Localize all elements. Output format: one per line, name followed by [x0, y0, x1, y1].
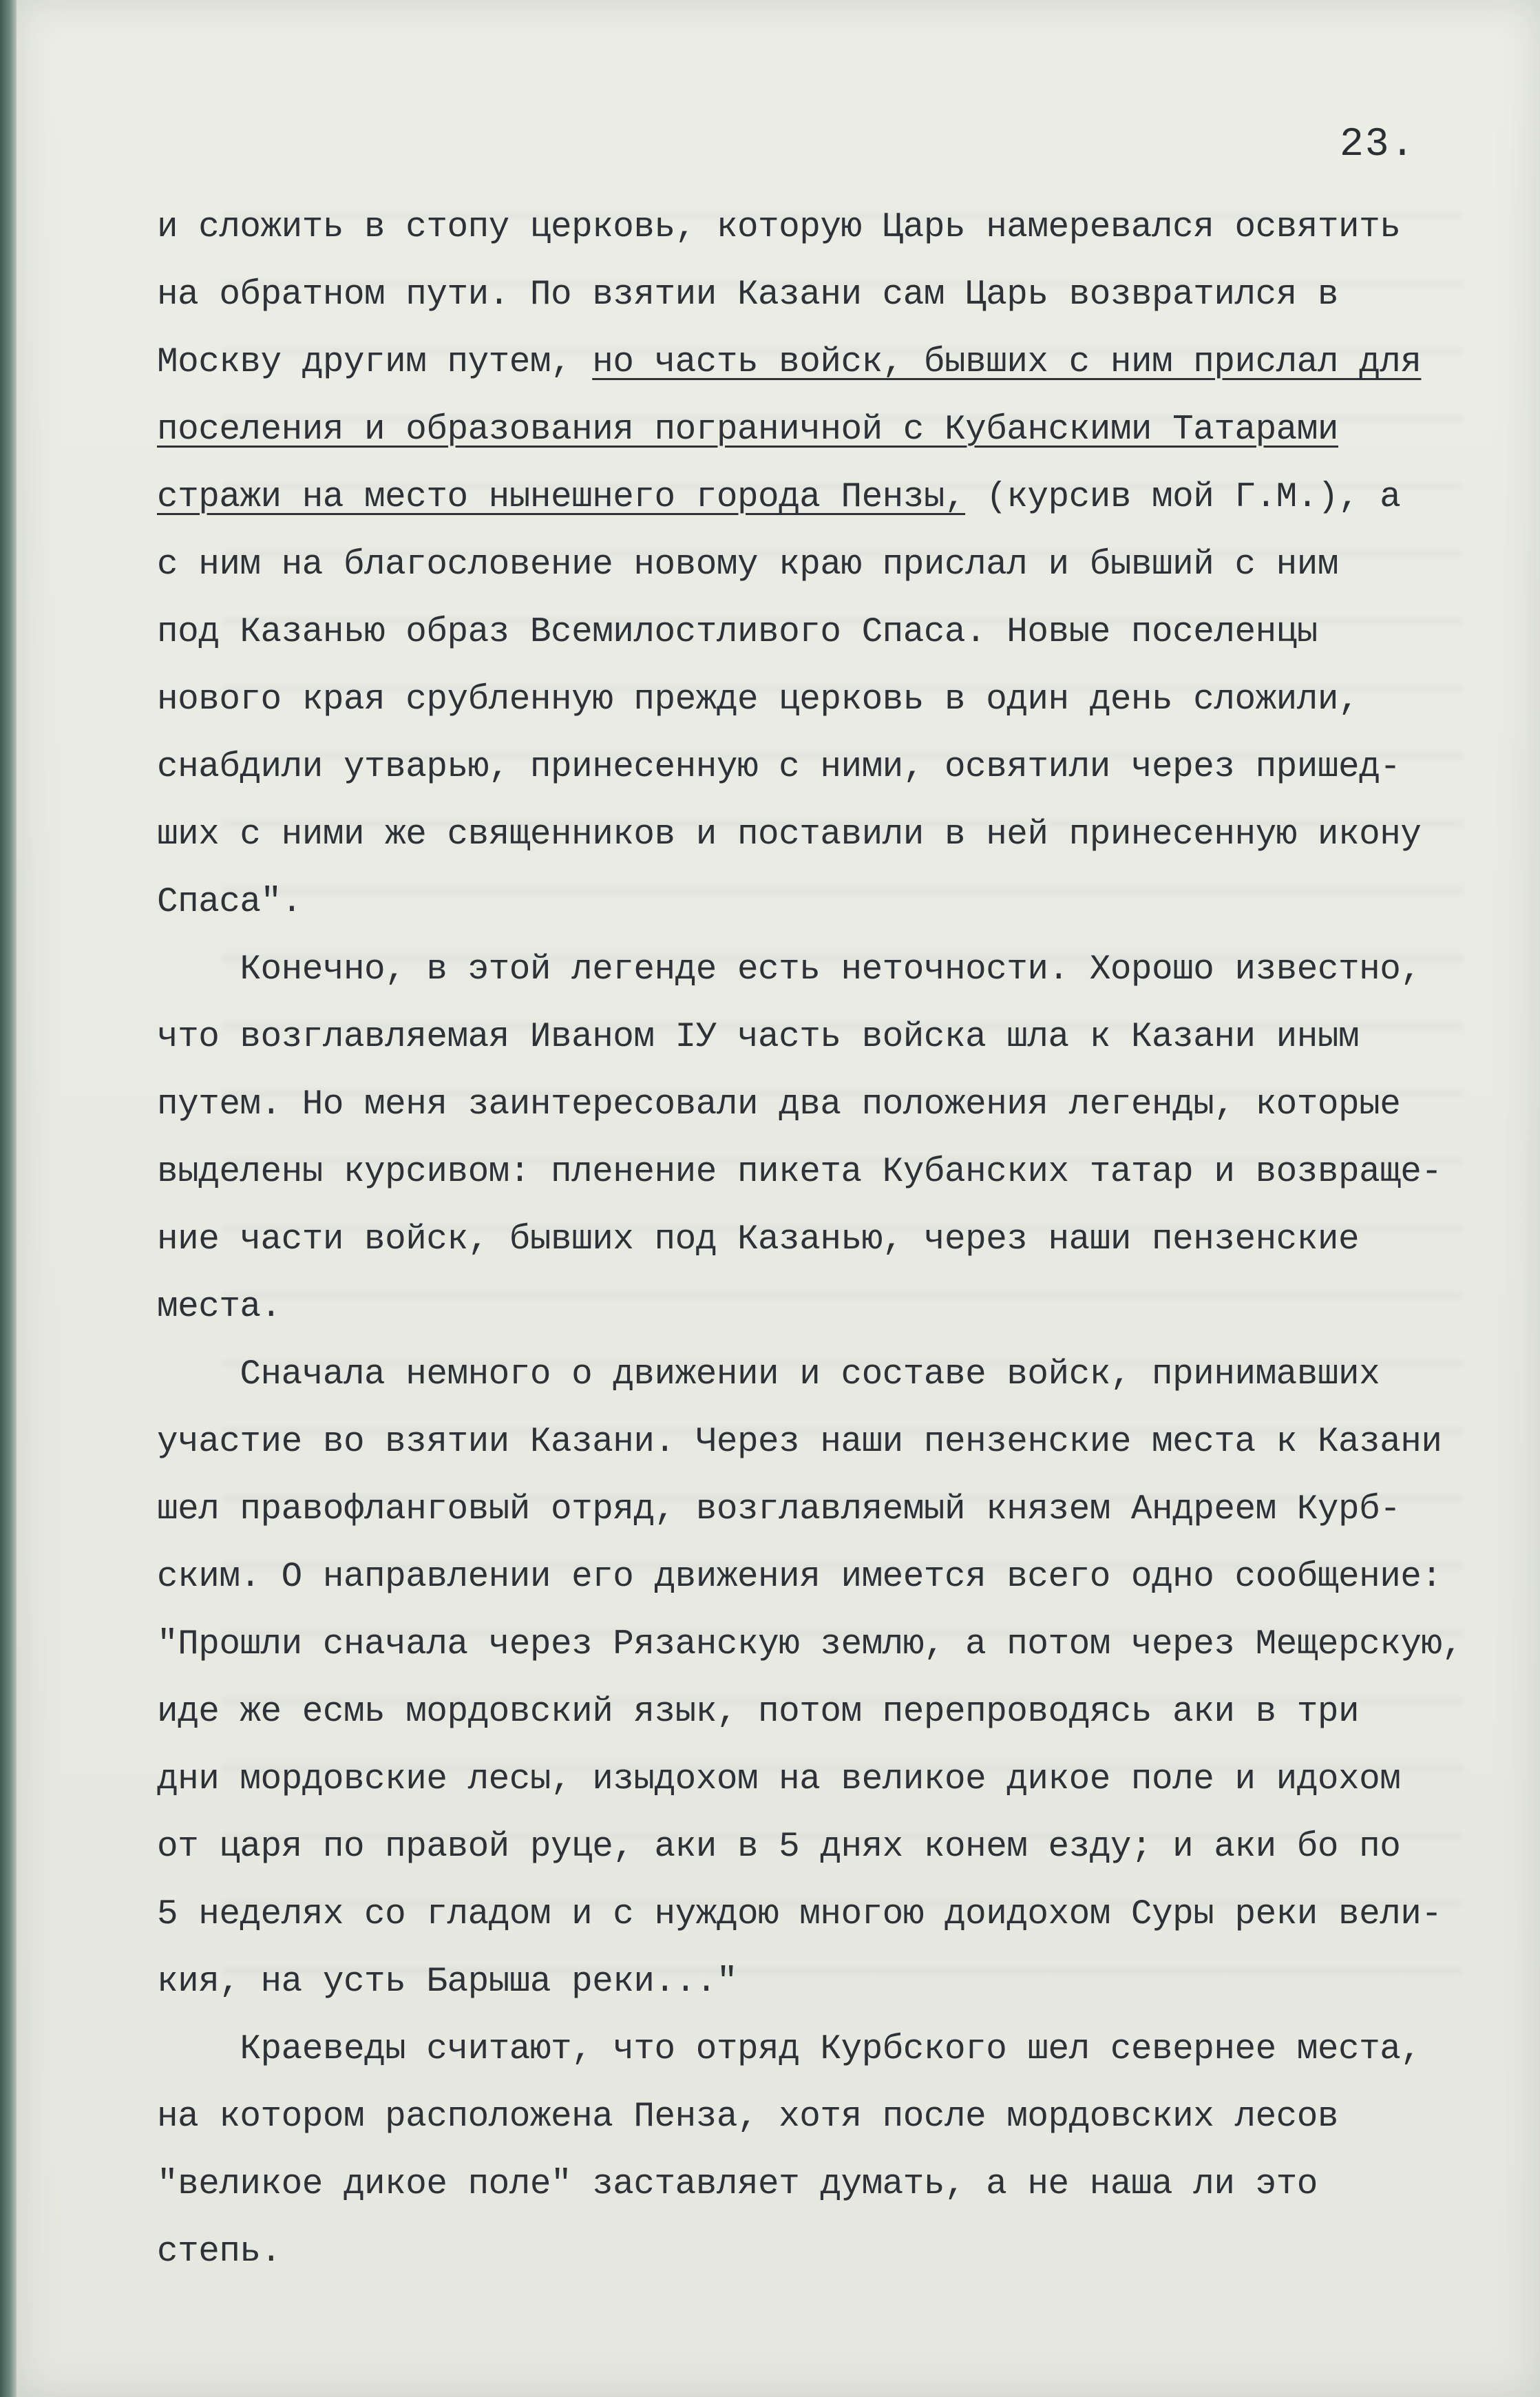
text-line	[157, 1206, 1513, 1274]
text-segment: снабдили утварью, принесенную с ними, освятили через пришед-	[157, 748, 1401, 787]
text-line	[157, 2016, 1513, 2084]
text-line	[157, 1071, 1513, 1139]
text-segment: Конечно, в этой легенде есть неточности. Хорошо известно,	[157, 950, 1422, 990]
text-segment: на обратном пути. По взятии Казани сам Царь возвратился в	[157, 275, 1338, 315]
document-page	[17, 0, 1540, 2397]
text-segment: Москву другим путем,	[157, 343, 593, 382]
text-segment: с ним на благословение новому краю прислал и бывший с ним	[157, 545, 1338, 585]
text-segment: (курсив мой Г.М.), а	[965, 478, 1401, 517]
text-line	[157, 262, 1513, 329]
text-line	[157, 1746, 1513, 1814]
text-segment: Краеведы считают, что отряд Курбского шел севернее места,	[157, 2030, 1422, 2069]
text-segment: Сначала немного о движении и составе войск, принимавших	[157, 1355, 1380, 1394]
text-line	[157, 194, 1513, 262]
text-line	[157, 1544, 1513, 1611]
text-segment: ние части войск, бывших под Казанью, через наши пензенские	[157, 1220, 1360, 1259]
text-line	[157, 1341, 1513, 1409]
text-segment: места.	[157, 1288, 282, 1327]
text-line	[157, 1611, 1513, 1679]
text-line	[157, 599, 1513, 667]
text-line	[157, 1814, 1513, 1881]
text-line	[157, 734, 1513, 802]
text-segment: шел правофланговый отряд, возглавляемый князем Андреем Курб-	[157, 1490, 1401, 1529]
text-line	[157, 936, 1513, 1004]
text-segment: степь.	[157, 2232, 282, 2272]
text-segment: ским. О направлении его движения имеется всего одно сообщение:	[157, 1558, 1442, 1597]
text-line	[157, 329, 1513, 397]
text-segment: "великое дикое поле" заставляет думать, а не наша ли это	[157, 2165, 1318, 2204]
text-line	[157, 1274, 1513, 1341]
text-segment: и сложить в стопу церковь, которую Царь намеревался освятить	[157, 208, 1401, 247]
text-line	[157, 2219, 1513, 2286]
text-line	[157, 667, 1513, 734]
text-segment: выделены курсивом: пленение пикета Кубанских татар и возвраще-	[157, 1153, 1442, 1192]
text-line	[157, 464, 1513, 532]
text-line	[157, 869, 1513, 936]
text-line	[157, 1409, 1513, 1476]
text-segment: кия, на усть Барыша реки..."	[157, 1962, 737, 2002]
underlined-emphasis: но часть войск, бывших с ним прислал для	[592, 343, 1422, 382]
text-line	[157, 2151, 1513, 2219]
text-segment: участие во взятии Казани. Через наши пензенские места к Казани	[157, 1423, 1442, 1462]
text-line	[157, 2084, 1513, 2151]
page-number: 23.	[1340, 123, 1416, 167]
text-segment: иде же есмь мордовский язык, потом перепроводясь аки в три	[157, 1693, 1360, 1732]
text-line	[157, 802, 1513, 869]
text-segment: путем. Но меня заинтересовали два положения легенды, которые	[157, 1085, 1401, 1124]
text-segment: что возглавляемая Иваном IУ часть войска шла к Казани иным	[157, 1018, 1360, 1057]
text-line	[157, 397, 1513, 464]
text-line	[157, 532, 1513, 599]
text-line	[157, 1881, 1513, 1949]
text-line	[157, 1679, 1513, 1746]
text-line	[157, 1139, 1513, 1206]
text-segment: дни мордовские лесы, изыдохом на великое дикое поле и идохом	[157, 1760, 1401, 1799]
body-text	[157, 194, 1513, 2286]
text-line	[157, 1004, 1513, 1071]
page-binding-edge	[0, 0, 17, 2397]
underlined-emphasis: стражи на место нынешнего города Пензы,	[157, 478, 966, 517]
text-segment: ших с ними же священников и поставили в ней принесенную икону	[157, 815, 1422, 855]
text-segment: на котором расположена Пенза, хотя после мордовских лесов	[157, 2097, 1338, 2137]
text-segment: 5 неделях со гладом и с нуждою многою доидохом Суры реки вели-	[157, 1895, 1442, 1934]
text-segment: "Прошли сначала через Рязанскую землю, а потом через Мещерскую,	[157, 1625, 1463, 1664]
underlined-emphasis: поселения и образования пограничной с Кубанскими Татарами	[157, 410, 1338, 450]
text-segment: Спаса".	[157, 883, 302, 922]
text-segment: от царя по правой руце, аки в 5 днях конем езду; и аки бо по	[157, 1828, 1401, 1867]
text-line	[157, 1949, 1513, 2016]
text-segment: под Казанью образ Всемилостливого Спаса. Новые поселенцы	[157, 613, 1318, 652]
text-line	[157, 1476, 1513, 1544]
text-segment: нового края срубленную прежде церковь в один день сложили,	[157, 680, 1360, 720]
